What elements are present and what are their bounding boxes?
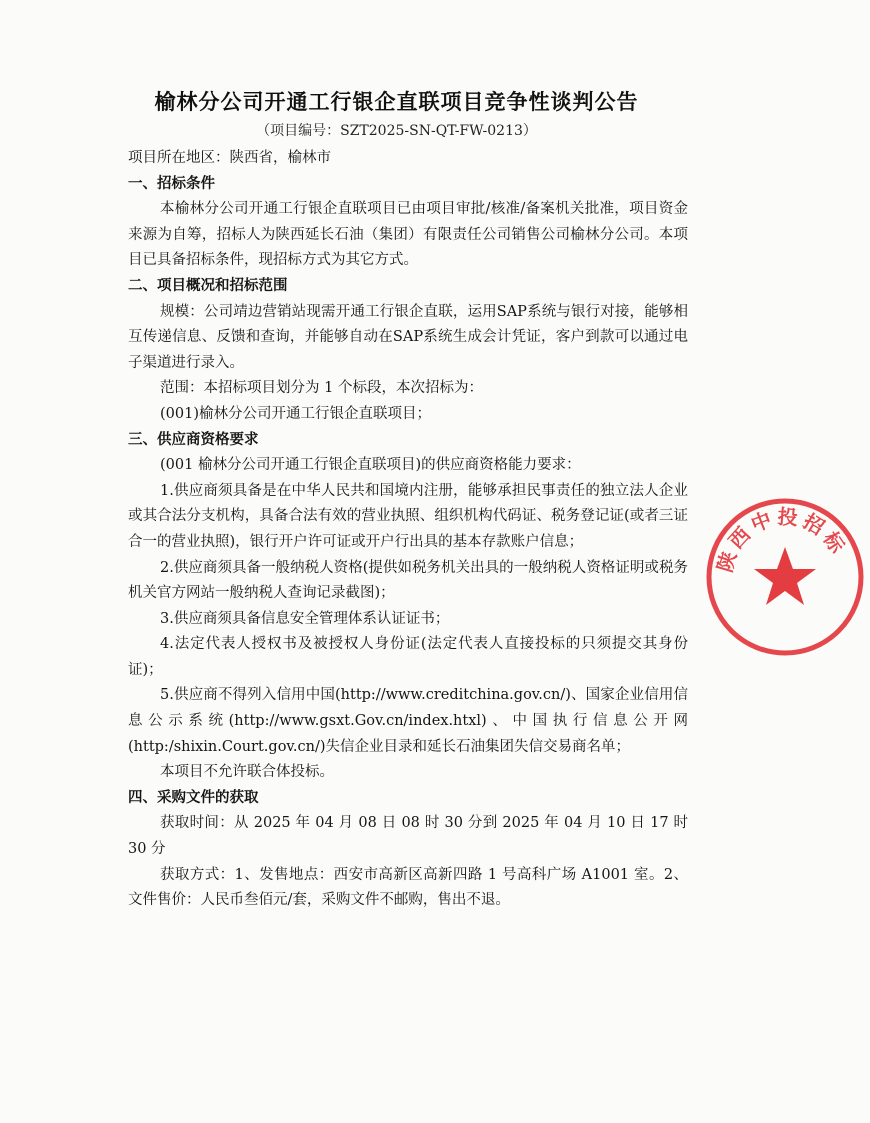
requirement-item-4: 4.法定代表人授权书及被授权人身份证(法定代表人直接投标的只须提交其身份证)； [128, 636, 688, 678]
document-body [128, 146, 688, 914]
section-2-lot: (001)榆林分公司开通工行银企直联项目； [160, 405, 431, 422]
project-number: （项目编号：SZT2025-SN-QT-FW-0213） [256, 123, 537, 139]
acquisition-time: 获取时间：从 2025 年 04 月 08 日 08 时 30 分到 2025 年 04 月 10 日 17 时 30 分 [128, 815, 688, 858]
requirement-item-1: 1.供应商须具备是在中华人民共和国境内注册，能够承担民事责任的独立法人企业或其合法分支机构，具备合法有效的营业执照、组织机构代码证、税务登记证(或者三证合一的营业执照)，银行开户许可证或开户行出具的基本存款账户信息； [128, 482, 688, 550]
section-heading-4: 四、采购文件的获取 [128, 789, 259, 806]
requirement-item-2: 2.供应商须具备一般纳税人资格(提供如税务机关出具的一般纳税人资格证明或税务机关官方网站一般纳税人查询记录截图)； [128, 559, 688, 602]
section-2-scope: 范围：本招标项目划分为 1 个标段，本次招标为： [160, 380, 483, 397]
section-heading-2: 二、项目概况和招标范围 [128, 277, 288, 294]
project-location: 项目所在地区：陕西省，榆林市 [128, 150, 331, 166]
star-icon [754, 547, 816, 605]
official-seal [700, 492, 870, 662]
section-1-paragraph: 本榆林分公司开通工行银企直联项目已由项目审批/核准/备案机关批准，项目资金来源为自筹，招标人为陕西延长石油（集团）有限责任公司销售公司榆林分公司。本项目已具备招标条件，现招标方式为其它方式。 [128, 201, 688, 269]
section-heading-3: 三、供应商资格要求 [128, 431, 259, 448]
section-2-scale: 规模：公司靖边营销站现需开通工行银企直联，运用SAP系统与银行对接，能够相互传递信息、反馈和查询，并能够自动在SAP系统生成会计凭证，客户到款可以通过电子渠道进行录入。 [128, 303, 688, 371]
section-heading-1: 一、招标条件 [128, 175, 215, 192]
document-title: 榆林分公司开通工行银企直联项目竞争性谈判公告 [154, 90, 639, 114]
section-3-intro: (001 榆林分公司开通工行银企直联项目)的供应商资格能力要求： [160, 457, 581, 474]
requirement-item-5: 5.供应商不得列入信用中国(http://www.creditchina.gov.cn/)、国家企业信用信息公示系统(http://www.gsxt.Gov.cn/index.htxl)、中国执行信息公开网(http:/shixin.Court.gov.cn/)失信企业目录和延长石油集团失信交易商名单； [128, 687, 688, 755]
consortium-note: 本项目不允许联合体投标。 [160, 764, 334, 781]
seal-text: 陕西中投招标 [712, 504, 852, 575]
acquisition-method: 获取方式：1、发售地点：西安市高新区高新四路 1 号高科广场 A1001 室。2、文件售价：人民币叁佰元/套，采购文件不邮购，售出不退。 [128, 866, 688, 909]
requirement-item-3: 3.供应商须具备信息安全管理体系认证证书； [160, 610, 450, 627]
